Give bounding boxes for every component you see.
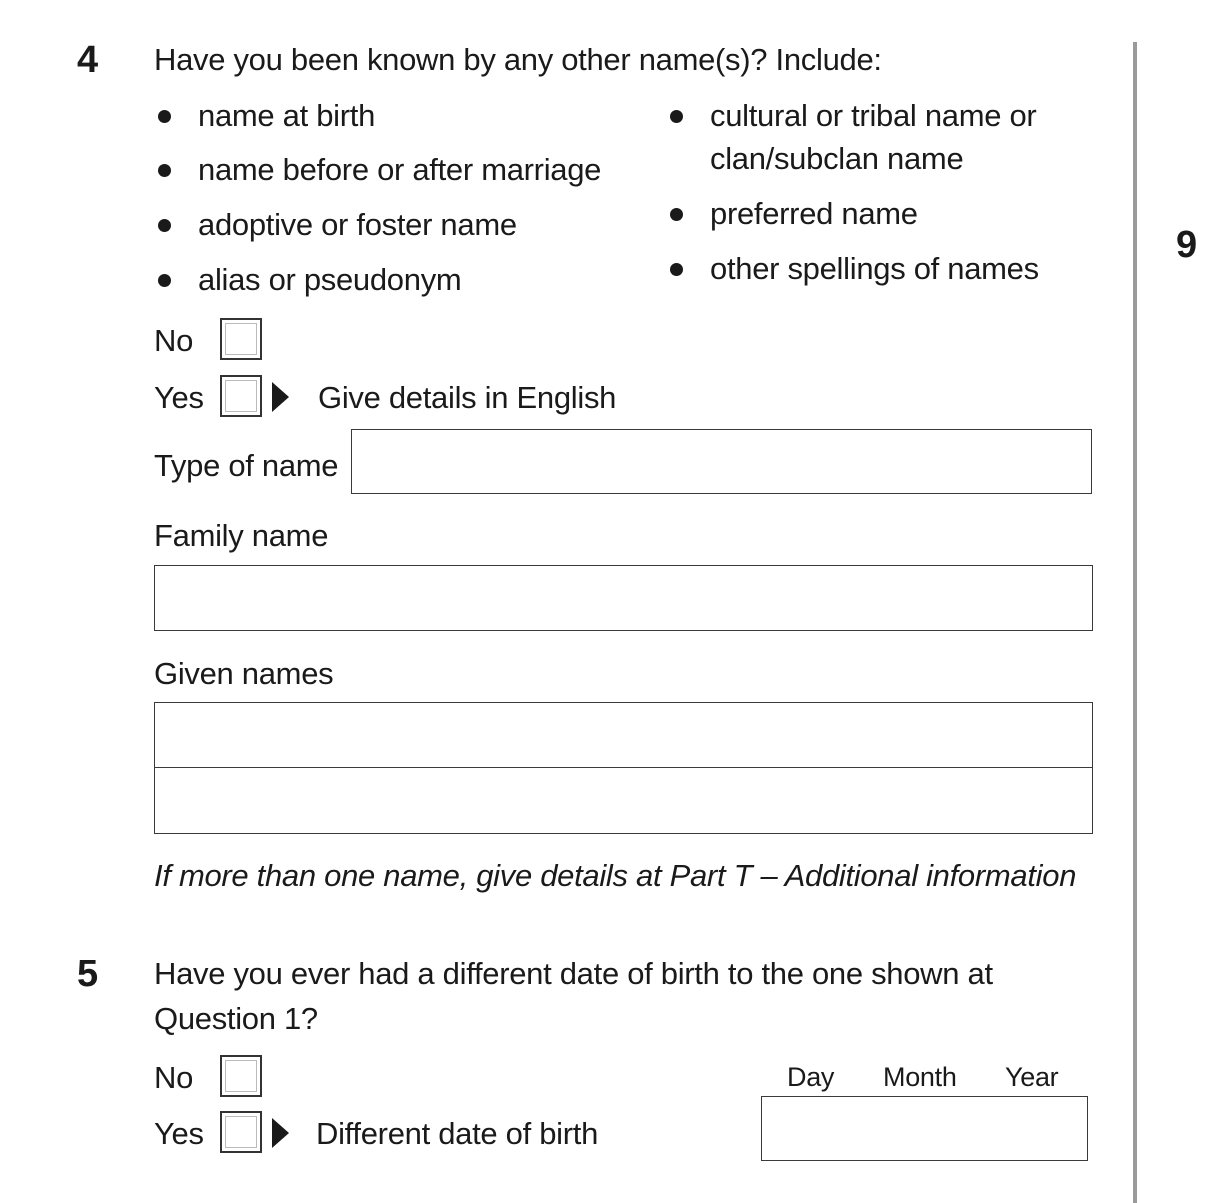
bullet — [670, 110, 683, 123]
no-label: No — [154, 1060, 194, 1095]
margin-rule — [1133, 42, 1137, 1203]
yes-label: Yes — [154, 1116, 204, 1151]
bullet — [158, 274, 171, 287]
no-label: No — [154, 323, 194, 358]
question-4-text: Have you been known by any other name(s)? Include: — [154, 42, 882, 77]
yes-label: Yes — [154, 380, 204, 415]
day-label: Day — [787, 1062, 835, 1092]
family-name-field[interactable] — [154, 565, 1093, 631]
yes-checkbox[interactable] — [220, 1111, 262, 1153]
bullet-item: name at birth — [198, 98, 376, 133]
bullet-item: adoptive or foster name — [198, 207, 517, 242]
date-of-birth-field[interactable] — [761, 1096, 1088, 1161]
bullet — [158, 219, 171, 232]
page-number: 9 — [1176, 224, 1198, 266]
additional-info-note: If more than one name, give details at Part T – Additional information — [154, 858, 1077, 893]
bullet — [158, 110, 171, 123]
question-4-number: 4 — [77, 39, 99, 81]
bullet-item: alias or pseudonym — [198, 262, 462, 297]
question-5-number: 5 — [77, 953, 99, 995]
type-of-name-field[interactable] — [351, 429, 1092, 494]
yes-instruction: Different date of birth — [316, 1116, 599, 1151]
no-checkbox[interactable] — [220, 1055, 262, 1097]
no-checkbox[interactable] — [220, 318, 262, 360]
arrow-right-icon — [272, 1118, 289, 1148]
bullet — [670, 263, 683, 276]
given-names-label: Given names — [154, 656, 334, 691]
question-5-text: Have you ever had a different date of birth to the one shown at — [154, 956, 993, 991]
bullet — [158, 164, 171, 177]
bullet — [670, 208, 683, 221]
year-label: Year — [1005, 1062, 1059, 1092]
yes-checkbox[interactable] — [220, 375, 262, 417]
family-name-label: Family name — [154, 518, 329, 553]
bullet-item: cultural or tribal name or — [710, 98, 1037, 133]
bullet-item: other spellings of names — [710, 251, 1039, 286]
month-label: Month — [883, 1062, 957, 1092]
type-of-name-label: Type of name — [154, 448, 339, 483]
question-5-text-line2: Question 1? — [154, 1001, 318, 1036]
yes-instruction: Give details in English — [318, 380, 617, 415]
bullet-item: name before or after marriage — [198, 152, 602, 187]
given-names-field-1[interactable] — [154, 702, 1093, 769]
given-names-field-2[interactable] — [154, 767, 1093, 834]
arrow-right-icon — [272, 382, 289, 412]
bullet-item: preferred name — [710, 196, 918, 231]
bullet-item-continuation: clan/subclan name — [710, 141, 964, 176]
